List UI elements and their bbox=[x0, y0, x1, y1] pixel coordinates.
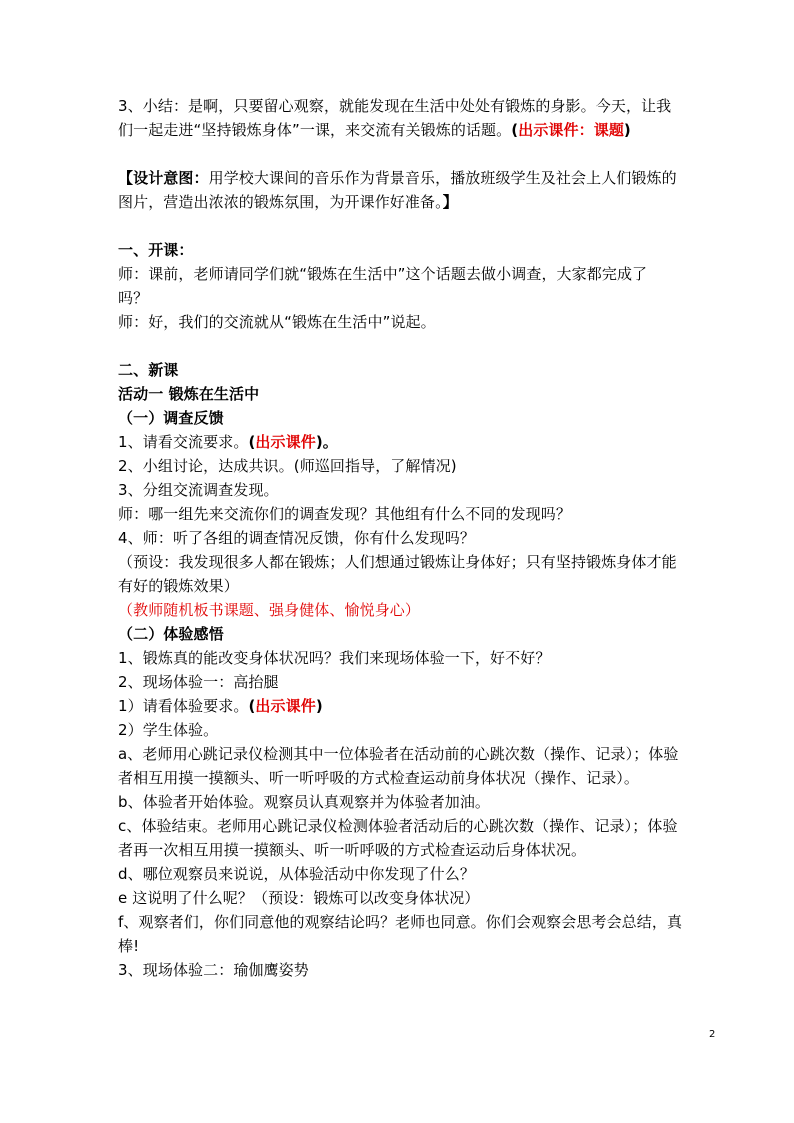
text-segment: b、体验者开始体验。观察员认真观察并为体验者加油。 bbox=[118, 793, 491, 811]
text-segment: 活动一 锻炼在生活中 bbox=[118, 385, 260, 403]
text-segment: 者再一次相互用摸一摸额头、听一听呼吸的方式检查运动后身体状况。 bbox=[118, 841, 587, 859]
text-line bbox=[118, 814, 678, 838]
highlight-text: 出示课件 bbox=[255, 433, 316, 451]
text-segment: （一）调查反馈 bbox=[118, 409, 224, 427]
text-line bbox=[118, 910, 682, 934]
text-segment: 4、师：听了各组的调查情况反馈，你有什么发现吗？ bbox=[118, 529, 475, 547]
text-line bbox=[118, 886, 480, 910]
text-line bbox=[118, 526, 475, 550]
text-line bbox=[118, 766, 639, 790]
text-segment: ( bbox=[248, 697, 256, 715]
text-line bbox=[118, 118, 631, 142]
text-line bbox=[118, 190, 458, 214]
highlight-text: （教师随机板书课题、强身健体、愉悦身心） bbox=[118, 601, 421, 619]
text-line bbox=[118, 838, 586, 862]
text-segment: d、哪位观察员来说说，从体验活动中你发现了什么？ bbox=[118, 865, 475, 883]
text-line bbox=[118, 406, 224, 430]
text-line bbox=[118, 742, 679, 766]
text-line bbox=[118, 670, 279, 694]
text-line bbox=[118, 454, 457, 478]
text-segment: （二）体验感悟 bbox=[118, 625, 224, 643]
text-line bbox=[118, 790, 490, 814]
text-line bbox=[118, 694, 323, 718]
text-segment: a、老师用心跳记录仪检测其中一位体验者在活动前的心跳次数（操作、记录）；体验 bbox=[118, 745, 679, 763]
highlight-text: 出示课件：课题 bbox=[518, 121, 624, 139]
text-segment: 3、分组交流调查发现。 bbox=[118, 481, 279, 499]
text-segment: 一、开课： bbox=[118, 241, 194, 259]
text-line bbox=[118, 622, 224, 646]
text-line bbox=[118, 94, 671, 118]
text-line bbox=[118, 502, 571, 526]
text-segment: 吗？ bbox=[118, 289, 149, 307]
text-segment: 棒! bbox=[118, 937, 140, 955]
text-segment: 【设计意图： bbox=[118, 169, 209, 187]
text-line bbox=[118, 646, 550, 670]
text-segment: 1、请看交流要求。 bbox=[118, 433, 249, 451]
text-segment: f、观察者们，你们同意他的观察结论吗？老师也同意。你们会观察会思考会总结，真 bbox=[118, 913, 683, 931]
text-line bbox=[118, 166, 677, 190]
text-segment: 二、新课 bbox=[118, 361, 179, 379]
text-segment: 有好的锻炼效果） bbox=[118, 577, 239, 595]
text-segment: 1）请看体验要求。 bbox=[118, 697, 249, 715]
text-line bbox=[118, 358, 178, 382]
text-segment: 者相互用摸一摸额头、听一听呼吸的方式检查运动前身体状况（操作、记录）。 bbox=[118, 769, 640, 787]
text-segment: 】 bbox=[442, 193, 458, 211]
text-segment: 师：哪一组先来交流你们的调查发现？其他组有什么不同的发现吗？ bbox=[118, 505, 572, 523]
text-segment: 图片，营造出浓浓的锻炼氛围，为开课作好准备。 bbox=[118, 193, 443, 211]
highlight-text: 出示课件 bbox=[255, 697, 316, 715]
text-segment: )。 bbox=[315, 433, 338, 451]
text-line bbox=[118, 430, 338, 454]
text-segment: 2、小组讨论，达成共识。(师巡回指导，了解情况) bbox=[118, 457, 457, 475]
text-line bbox=[118, 718, 218, 742]
text-line bbox=[118, 310, 436, 334]
text-line bbox=[118, 862, 475, 886]
text-segment: 们一起走进“坚持锻炼身体”一课，来交流有关锻炼的话题。 bbox=[118, 121, 512, 139]
text-segment: 用学校大课间的音乐作为背景音乐，播放班级学生及社会上人们锻炼的 bbox=[208, 169, 677, 187]
text-segment: 3、小结：是啊，只要留心观察，就能发现在生活中处处有锻炼的身影。今天，让我 bbox=[118, 97, 672, 115]
text-segment: 1、锻炼真的能改变身体状况吗？我们来现场体验一下，好不好？ bbox=[118, 649, 551, 667]
text-line bbox=[118, 478, 279, 502]
text-segment: ( bbox=[511, 121, 519, 139]
text-segment: 3、现场体验二：瑜伽鹰姿势 bbox=[118, 961, 309, 979]
text-segment: c、体验结束。老师用心跳记录仪检测体验者活动后的心跳次数（操作、记录）；体验 bbox=[118, 817, 678, 835]
text-segment: （预设：我发现很多人都在锻炼；人们想通过锻炼让身体好；只有坚持锻炼身体才能 bbox=[118, 553, 677, 571]
text-line bbox=[118, 574, 239, 598]
text-line bbox=[118, 598, 420, 622]
page-number: 2 bbox=[709, 1029, 716, 1040]
text-segment: 2、现场体验一：高抬腿 bbox=[118, 673, 279, 691]
text-segment: ) bbox=[623, 121, 631, 139]
text-line bbox=[118, 934, 139, 958]
text-segment: ) bbox=[315, 697, 323, 715]
text-line bbox=[118, 238, 194, 262]
text-segment: ( bbox=[248, 433, 256, 451]
text-line bbox=[118, 550, 677, 574]
text-line bbox=[118, 286, 148, 310]
text-segment: 师：课前，老师请同学们就“锻炼在生活中”这个话题去做小调查，大家都完成了 bbox=[118, 265, 648, 283]
text-line bbox=[118, 382, 259, 406]
text-segment: e 这说明了什么呢？（预设：锻炼可以改变身体状况） bbox=[118, 889, 480, 907]
text-segment: 师：好，我们的交流就从“锻炼在生活中”说起。 bbox=[118, 313, 436, 331]
text-line bbox=[118, 958, 309, 982]
text-segment: 2）学生体验。 bbox=[118, 721, 219, 739]
text-line bbox=[118, 262, 647, 286]
